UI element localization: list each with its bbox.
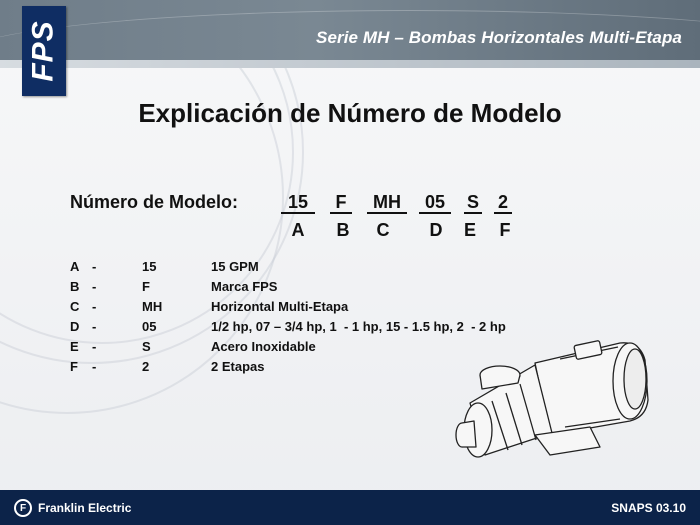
legend-letter: B bbox=[70, 279, 80, 294]
model-number-label: Número de Modelo: bbox=[70, 192, 239, 212]
model-code-segment: MH bbox=[367, 192, 407, 214]
legend-description: Acero Inoxidable bbox=[211, 339, 316, 354]
header-stripe bbox=[0, 60, 700, 68]
legend-code: S bbox=[142, 339, 151, 354]
model-letter-label: E bbox=[463, 220, 476, 240]
footer-doc-code: SNAPS 03.10 bbox=[611, 501, 686, 515]
legend-description: Horizontal Multi-Etapa bbox=[211, 299, 349, 314]
legend-description: 15 GPM bbox=[211, 259, 259, 274]
fps-logo bbox=[22, 6, 66, 96]
legend-letter: C bbox=[70, 299, 80, 314]
legend-letter: D bbox=[70, 319, 80, 334]
legend-description: 1/2 hp, 07 – 3/4 hp, 1 - 1 hp, 15 - 1.5 hp, 2 - 2 hp bbox=[211, 319, 506, 334]
model-letter-label: F bbox=[499, 220, 511, 240]
model-code-segment: F bbox=[330, 192, 352, 214]
header-band bbox=[0, 0, 700, 68]
model-code-segment: 2 bbox=[494, 192, 512, 214]
page-title: Explicación de Número de Modelo bbox=[138, 98, 562, 128]
legend-dash: - bbox=[92, 319, 97, 334]
legend-dash: - bbox=[92, 299, 97, 314]
legend-letter: F bbox=[70, 359, 78, 374]
legend-code: F bbox=[142, 279, 150, 294]
franklin-electric-logo-icon bbox=[14, 499, 32, 517]
legend-code: 05 bbox=[142, 319, 157, 334]
legend-dash: - bbox=[92, 259, 97, 274]
model-letter-label: B bbox=[336, 220, 350, 240]
legend-dash: - bbox=[92, 359, 97, 374]
model-letter-label: D bbox=[429, 220, 443, 240]
header-title: Serie MH – Bombas Horizontales Multi-Etapa bbox=[316, 28, 682, 47]
footer-brand: Franklin Electric bbox=[38, 501, 132, 515]
legend-code: MH bbox=[142, 299, 163, 314]
legend-letter: E bbox=[70, 339, 79, 354]
legend-dash: - bbox=[92, 279, 97, 294]
legend-code: 2 bbox=[142, 359, 150, 374]
model-code-segment: S bbox=[464, 192, 482, 214]
model-code-segment: 15 bbox=[281, 192, 315, 214]
model-letter-label: A bbox=[291, 220, 305, 240]
legend-code: 15 bbox=[142, 259, 157, 274]
legend-description: Marca FPS bbox=[211, 279, 278, 294]
franklin-logo-letter: F bbox=[19, 502, 27, 514]
model-code-segment: 05 bbox=[419, 192, 451, 214]
legend-description: 2 Etapas bbox=[211, 359, 265, 374]
pump-illustration bbox=[440, 335, 660, 465]
model-letter-label: C bbox=[376, 220, 390, 240]
legend-dash: - bbox=[92, 339, 97, 354]
legend-letter: A bbox=[70, 259, 80, 274]
fps-logo-text: FPS bbox=[27, 20, 61, 82]
footer-bar bbox=[0, 490, 700, 525]
